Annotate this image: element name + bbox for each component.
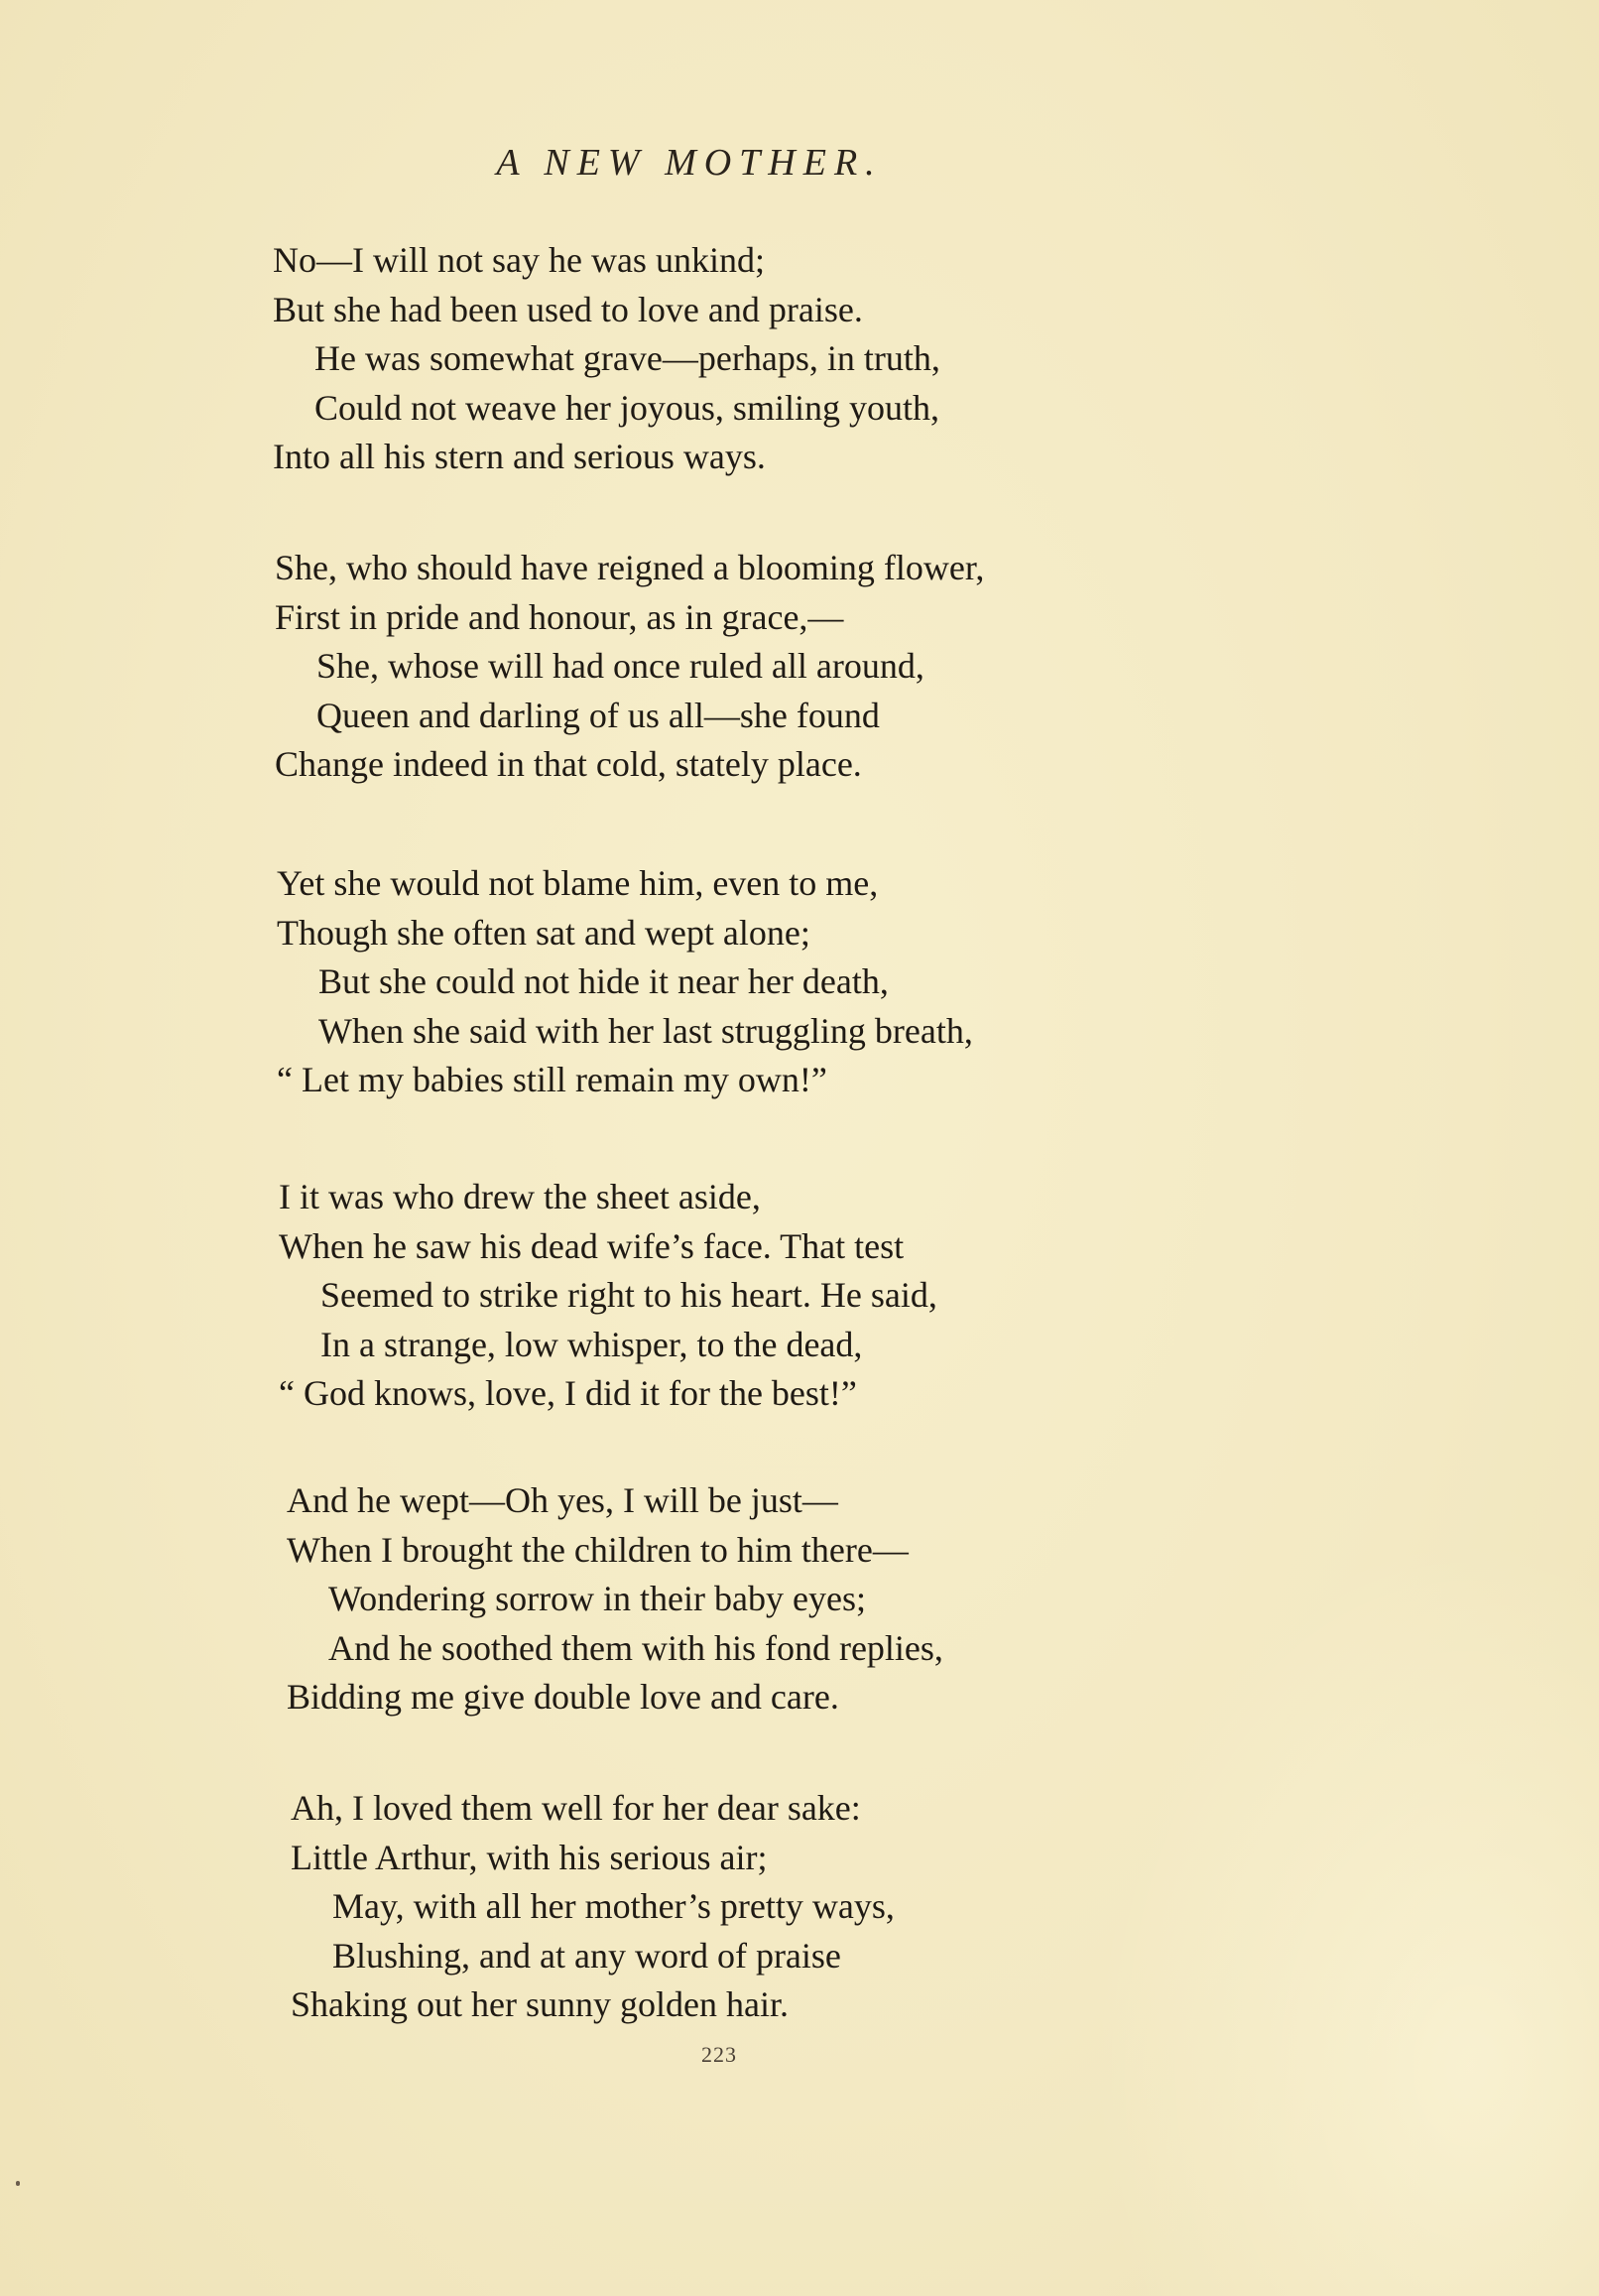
- page-number: 223: [701, 2042, 737, 2067]
- poem-line: When she said with her last struggling breath,: [318, 1010, 973, 1051]
- poem-line: No—I will not say he was unkind;: [273, 240, 765, 280]
- stanza-3: [277, 859, 1269, 1105]
- poem-line: Ah, I loved them well for her dear sake:: [291, 1788, 861, 1828]
- poem-line: May, with all her mother’s pretty ways,: [332, 1886, 895, 1926]
- stanza-1: [273, 236, 1265, 482]
- poem-line: Wondering sorrow in their baby eyes;: [328, 1579, 866, 1618]
- poem-line: She, whose will had once ruled all around,: [316, 646, 924, 686]
- poem-line: She, who should have reigned a blooming flower,: [275, 548, 985, 587]
- poem-line: Blushing, and at any word of praise: [332, 1935, 841, 1976]
- stanza-2: [275, 544, 1267, 790]
- poem-line: “ God knows, love, I did it for the best!”: [279, 1373, 857, 1413]
- poem-line: Though she often sat and wept alone;: [277, 912, 810, 953]
- poem-line: First in pride and honour, as in grace,—: [275, 596, 844, 637]
- poem-line: When he saw his dead wife’s face. That test: [279, 1225, 905, 1266]
- poem-line: Queen and darling of us all—she found: [316, 695, 880, 735]
- poem-line: Could not weave her joyous, smiling youth,: [314, 387, 939, 428]
- poem-line: “ Let my babies still remain my own!”: [277, 1060, 827, 1099]
- stanza-5: [287, 1476, 1279, 1722]
- stanza-6: [291, 1784, 1283, 2030]
- poem-line: In a strange, low whisper, to the dead,: [320, 1324, 863, 1364]
- poem-line: Shaking out her sunny golden hair.: [291, 1984, 789, 2024]
- poem-line: But she could not hide it near her death,: [318, 961, 889, 1001]
- poem-line: Change indeed in that cold, stately place.: [275, 744, 862, 784]
- poem-line: When I brought the children to him there—: [287, 1529, 909, 1570]
- poem-line: Bidding me give double love and care.: [287, 1677, 839, 1717]
- poem-line: He was somewhat grave—perhaps, in truth,: [314, 338, 940, 378]
- poem-line: Little Arthur, with his serious air;: [291, 1837, 768, 1877]
- poem-line: Into all his stern and serious ways.: [273, 437, 766, 476]
- poem-line: Yet she would not blame him, even to me,: [277, 863, 879, 903]
- poem-line: And he soothed them with his fond replies,: [328, 1627, 943, 1668]
- poem-line: But she had been used to love and praise.: [273, 289, 863, 329]
- poem-title: A NEW MOTHER.: [496, 142, 883, 184]
- poem-line: Seemed to strike right to his heart. He said,: [320, 1275, 937, 1315]
- paper-speck: [16, 2181, 20, 2186]
- stanza-4: [279, 1173, 1271, 1419]
- poem-line: And he wept—Oh yes, I will be just—: [287, 1480, 838, 1520]
- poem-line: I it was who drew the sheet aside,: [279, 1177, 761, 1216]
